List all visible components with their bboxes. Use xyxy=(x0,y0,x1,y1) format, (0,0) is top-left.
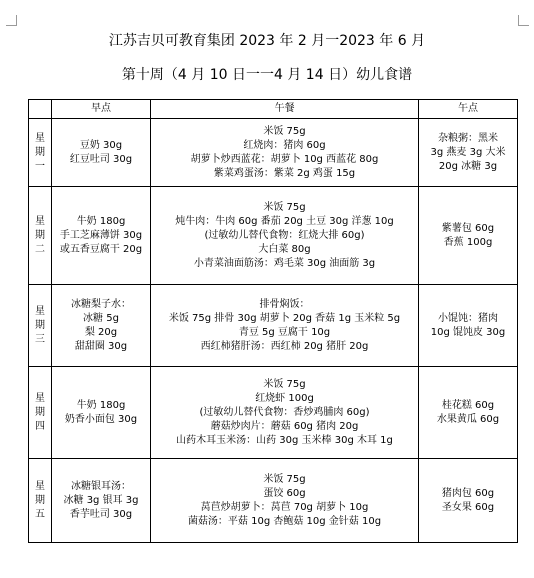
lunch-item: 青豆 5g 豆腐干 10g xyxy=(238,326,331,338)
lunch-item: (过敏幼儿替代食物：香炒鸡脯肉 60g) xyxy=(199,406,370,418)
lunch-item: 大白菜 80g xyxy=(258,243,311,255)
snack-item: 3g 燕麦 3g 大米 xyxy=(430,146,506,158)
day-char: 五 xyxy=(35,508,45,520)
lunch-item: 米饭 75g xyxy=(263,125,306,137)
breakfast-item: 冰糖 5g xyxy=(83,312,119,324)
day-char: 期 xyxy=(35,229,45,241)
snack-item: 10g 馄饨皮 30g xyxy=(430,326,506,338)
lunch-item: 红烧虾 100g xyxy=(255,392,314,404)
breakfast-cell xyxy=(52,187,151,285)
breakfast-item: 梨 20g xyxy=(84,326,118,338)
lunch-item: 小青菜油面筋汤：鸡毛菜 30g 油面筋 3g xyxy=(193,257,376,269)
snack-cell xyxy=(419,285,518,367)
lunch-item: 紫菜鸡蛋汤：紫菜 2g 鸡蛋 15g xyxy=(213,167,356,179)
lunch-item: 山药木耳玉米汤：山药 30g 玉米棒 30g 木耳 1g xyxy=(176,434,393,446)
breakfast-cell xyxy=(52,285,151,367)
snack-item: 杂粮粥：黑米 xyxy=(438,132,498,144)
snack-item: 圣女果 60g xyxy=(441,501,495,513)
table-row xyxy=(29,187,518,285)
breakfast-item: 冰糖银耳汤： xyxy=(71,480,131,492)
lunch-item: 红烧肉：猪肉 60g xyxy=(243,139,326,151)
day-cell xyxy=(29,187,52,285)
breakfast-item: 红豆吐司 30g xyxy=(69,153,133,165)
day-char: 期 xyxy=(35,494,45,506)
snack-item: 紫薯包 60g xyxy=(441,222,495,234)
breakfast-item: 冰糖梨子水： xyxy=(71,298,131,310)
breakfast-item: 香芋吐司 30g xyxy=(69,508,133,520)
snack-cell xyxy=(419,187,518,285)
table-row xyxy=(29,459,518,543)
lunch-cell xyxy=(151,459,419,543)
lunch-cell xyxy=(151,187,419,285)
lunch-item: 炖牛肉：牛肉 60g 番茄 20g 土豆 30g 洋葱 10g xyxy=(175,215,394,227)
day-char: 期 xyxy=(35,146,45,158)
lunch-cell xyxy=(151,367,419,459)
page-corner-mark-right xyxy=(518,15,529,26)
snack-item: 20g 冰糖 3g xyxy=(438,160,498,172)
header-snack: 午点 xyxy=(419,100,518,119)
breakfast-item: 牛奶 180g xyxy=(76,215,126,227)
breakfast-item: 或五香豆腐干 20g xyxy=(59,243,143,255)
day-cell xyxy=(29,459,52,543)
lunch-cell xyxy=(151,285,419,367)
lunch-item: 排骨焖饭： xyxy=(259,298,310,310)
lunch-item: 菌菇汤：平菇 10g 杏鲍菇 10g 金针菇 10g xyxy=(187,515,382,527)
day-char: 期 xyxy=(35,319,45,331)
day-char: 星 xyxy=(35,392,45,404)
breakfast-cell xyxy=(52,119,151,187)
snack-cell xyxy=(419,367,518,459)
table-row xyxy=(29,285,518,367)
day-char: 二 xyxy=(35,243,45,255)
day-char: 星 xyxy=(35,132,45,144)
header-breakfast: 早点 xyxy=(52,100,151,119)
day-cell xyxy=(29,285,52,367)
snack-cell xyxy=(419,119,518,187)
day-cell xyxy=(29,119,52,187)
lunch-item: 胡萝卜炒西蓝花：胡萝卜 10g 西蓝花 80g xyxy=(190,153,379,165)
breakfast-item: 牛奶 180g xyxy=(76,399,126,411)
lunch-item: 米饭 75g xyxy=(263,201,306,213)
lunch-item: 米饭 75g xyxy=(263,473,306,485)
snack-item: 猪肉包 60g xyxy=(441,487,495,499)
day-char: 星 xyxy=(35,480,45,492)
snack-item: 桂花糕 60g xyxy=(441,399,495,411)
header-row xyxy=(29,100,518,119)
day-char: 一 xyxy=(35,160,45,172)
breakfast-cell xyxy=(52,367,151,459)
lunch-item: 蘑菇炒肉片：蘑菇 60g 猪肉 20g xyxy=(210,420,359,432)
breakfast-item: 手工芝麻薄饼 30g xyxy=(59,229,143,241)
breakfast-item: 奶香小面包 30g xyxy=(64,413,138,425)
title-line-1: 江苏吉贝可教育集团 2023 年 2 月一2023 年 6 月 xyxy=(108,33,426,49)
lunch-item: 莴苣炒胡萝卜：莴苣 70g 胡萝卜 10g xyxy=(200,501,369,513)
day-char: 星 xyxy=(35,305,45,317)
lunch-item: (过敏幼儿替代食物：红烧大排 60g) xyxy=(204,229,365,241)
lunch-cell xyxy=(151,119,419,187)
lunch-item: 米饭 75g xyxy=(263,378,306,390)
breakfast-cell xyxy=(52,459,151,543)
day-char: 三 xyxy=(35,333,45,345)
menu-table xyxy=(28,99,518,543)
snack-cell xyxy=(419,459,518,543)
header-day xyxy=(29,100,52,119)
header-lunch: 午餐 xyxy=(151,100,419,119)
day-cell xyxy=(29,367,52,459)
table-row xyxy=(29,119,518,187)
title-line-2: 第十周（4 月 10 日一一4 月 14 日）幼儿食谱 xyxy=(121,67,413,83)
breakfast-item: 甜甜圈 30g xyxy=(74,340,128,352)
table-row xyxy=(29,367,518,459)
lunch-item: 西红柿猪肝汤：西红柿 20g 猪肝 20g xyxy=(200,340,369,352)
lunch-item: 蛋饺 60g xyxy=(263,487,306,499)
snack-item: 水果黄瓜 60g xyxy=(436,413,500,425)
snack-item: 香蕉 100g xyxy=(443,236,493,248)
snack-item: 小馄饨：猪肉 xyxy=(438,312,498,324)
breakfast-item: 冰糖 3g 银耳 3g xyxy=(63,494,139,506)
day-char: 四 xyxy=(35,420,45,432)
day-char: 星 xyxy=(35,215,45,227)
lunch-item: 米饭 75g 排骨 30g 胡萝卜 20g 香菇 1g 玉米粒 5g xyxy=(168,312,401,324)
day-char: 期 xyxy=(35,406,45,418)
breakfast-item: 豆奶 30g xyxy=(79,139,123,151)
page-corner-mark-left xyxy=(6,15,17,26)
